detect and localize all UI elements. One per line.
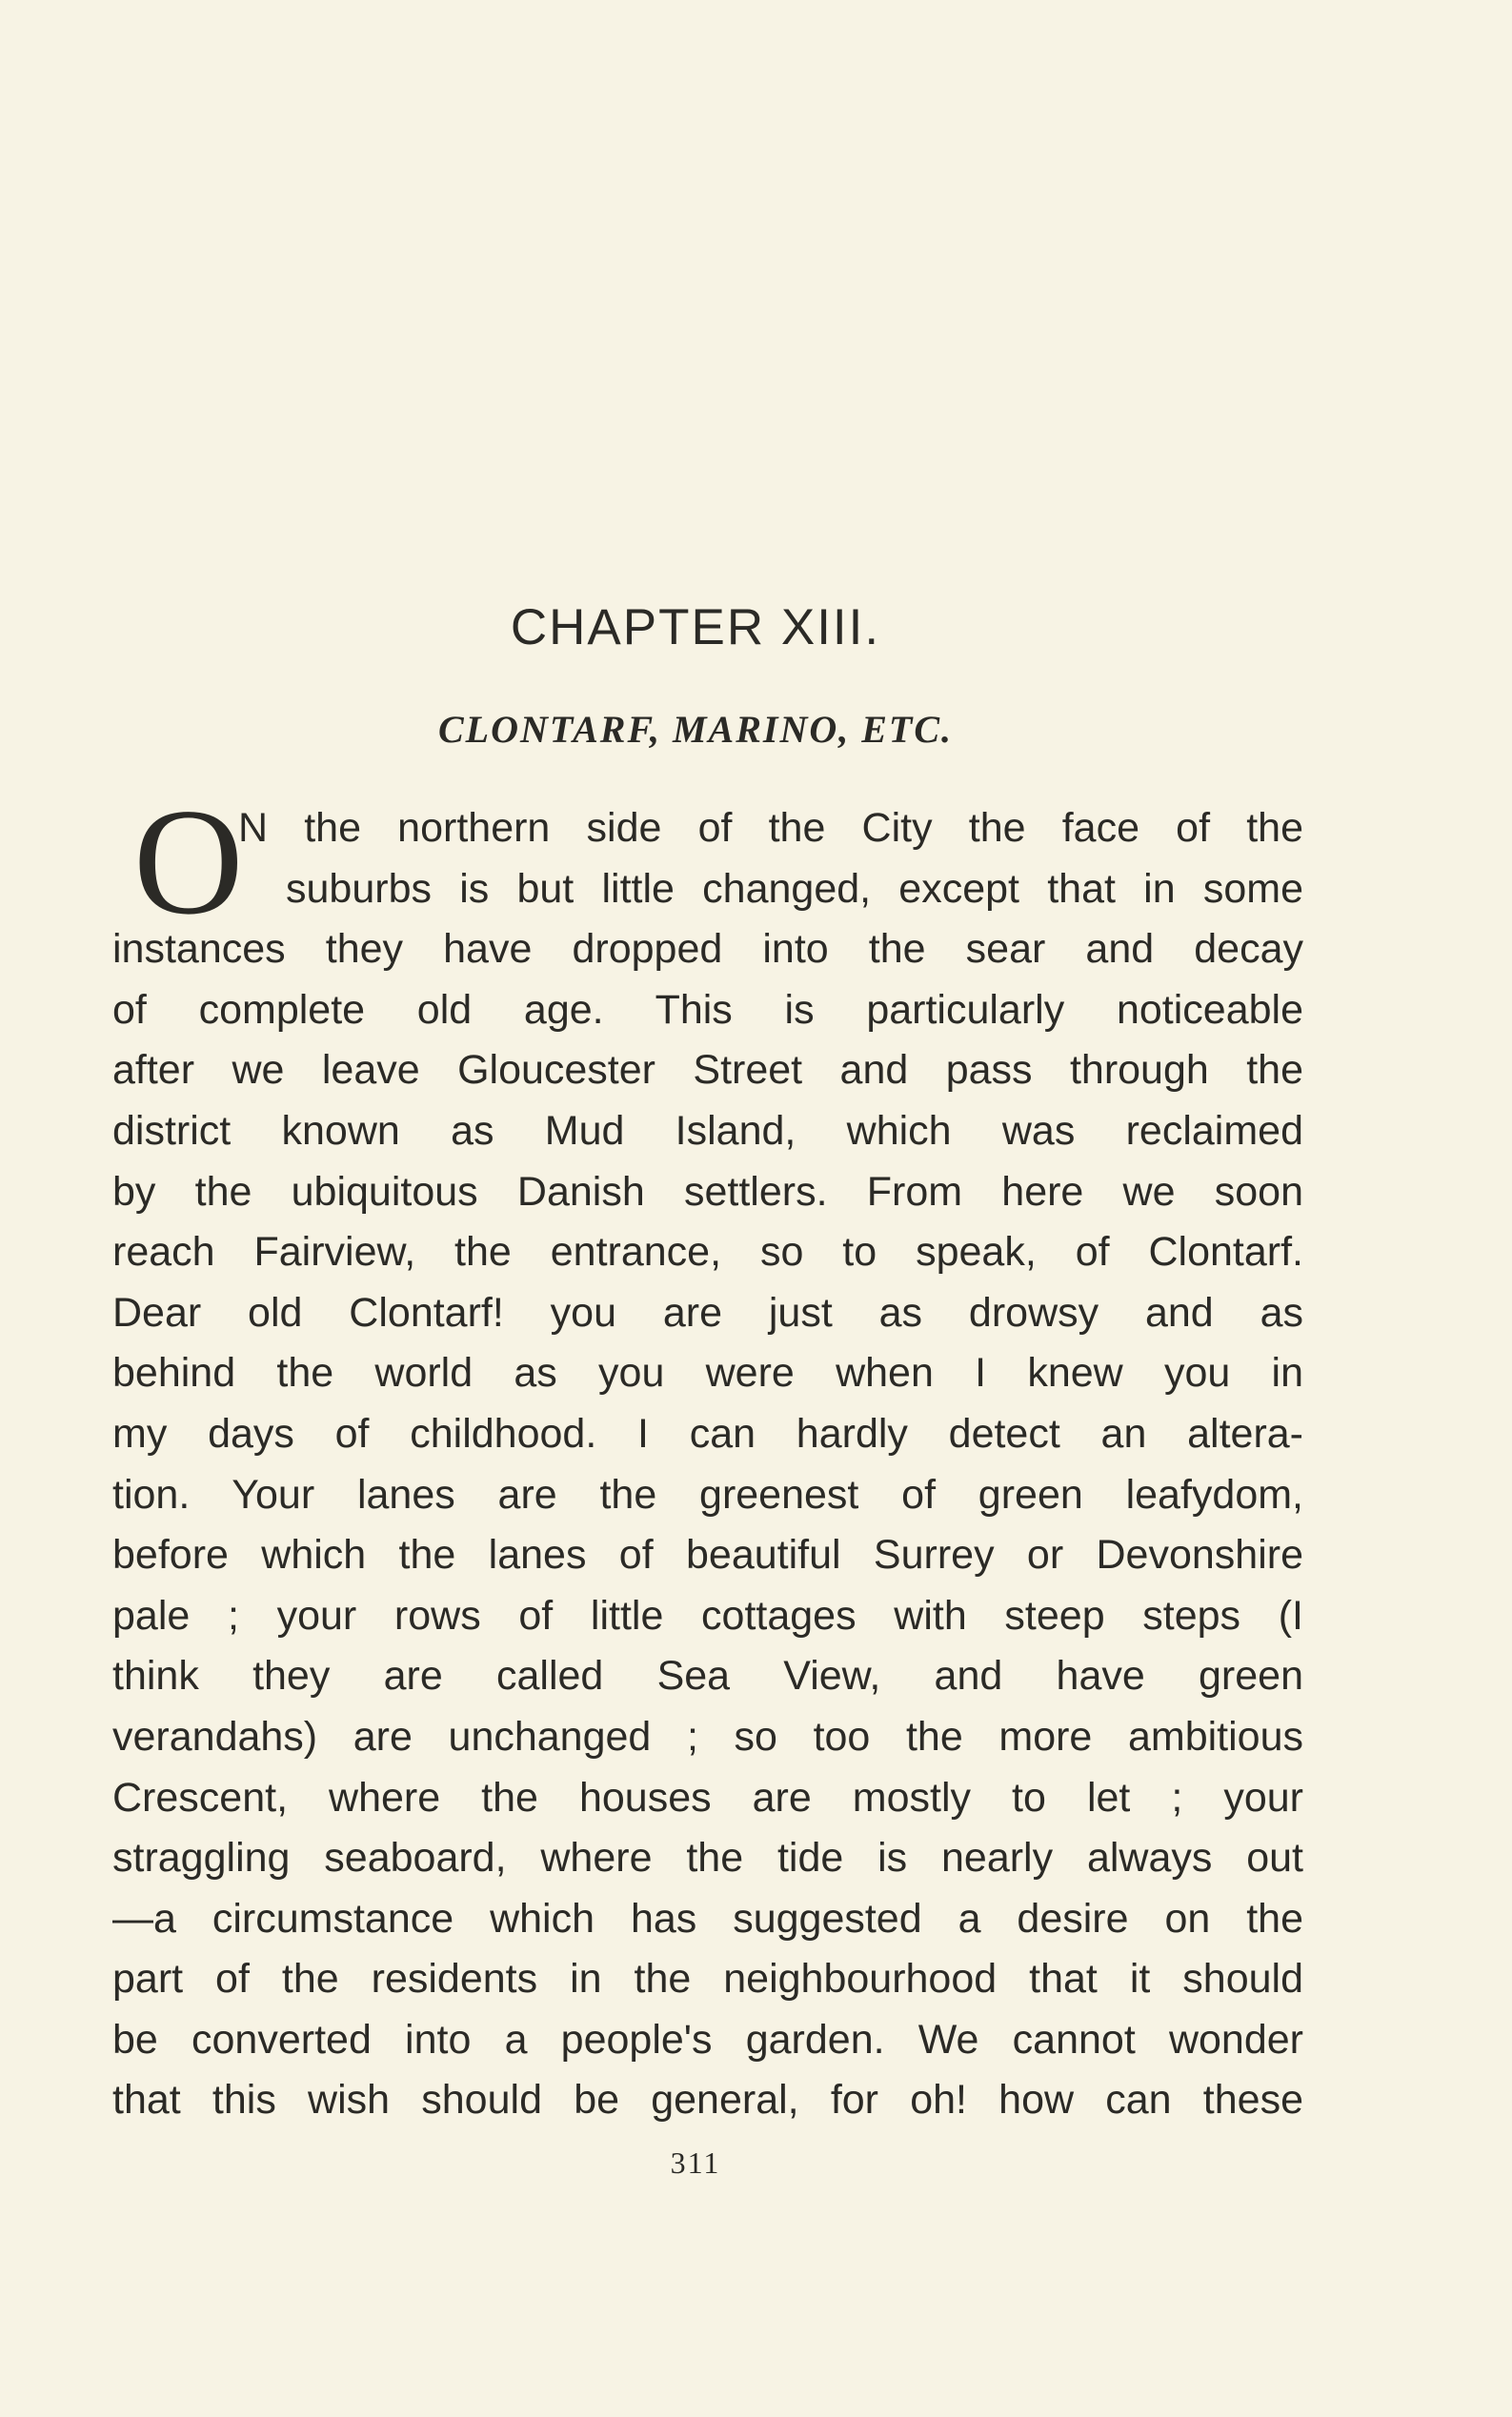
text-line: suburbs is but little changed, except that in some xyxy=(286,865,1303,912)
text-line: that this wish should be general, for oh! how can these xyxy=(112,2077,1303,2124)
text-line: verandahs) are unchanged ; so too the more ambitious xyxy=(112,1713,1303,1760)
text-line: Dear old Clontarf! you are just as drowsy and as xyxy=(112,1289,1303,1336)
text-line: part of the residents in the neighbourhood that it should xyxy=(112,1956,1303,2003)
body-paragraph xyxy=(112,798,1303,2131)
chapter-subtitle: CLONTARF, MARINO, ETC. xyxy=(437,708,954,751)
text-line: straggling seaboard, where the tide is nearly always out xyxy=(112,1835,1303,1882)
text-line: my days of childhood. I can hardly detect an altera- xyxy=(112,1410,1303,1457)
page-number: 311 xyxy=(670,2145,721,2180)
text-line: be converted into a people's garden. We cannot wonder xyxy=(112,2016,1303,2063)
text-line: after we leave Gloucester Street and pass through the xyxy=(112,1047,1303,1094)
text-line: behind the world as you were when I knew you in xyxy=(112,1350,1303,1397)
drop-cap: O xyxy=(133,776,244,946)
text-line: reach Fairview, the entrance, so to speak, of Clontarf. xyxy=(112,1229,1303,1276)
text-line: instances they have dropped into the sear and decay xyxy=(112,926,1303,973)
text-line: of complete old age. This is particularly noticeable xyxy=(112,986,1303,1033)
text-line: district known as Mud Island, which was reclaimed xyxy=(112,1107,1303,1154)
text-line: tion. Your lanes are the greenest of green leafydom, xyxy=(112,1471,1303,1518)
text-line: think they are called Sea View, and have green xyxy=(112,1653,1303,1700)
text-line: Crescent, where the houses are mostly to let ; your xyxy=(112,1774,1303,1821)
text-line: —a circumstance which has suggested a desire on the xyxy=(112,1895,1303,1942)
chapter-title: CHAPTER XIII. xyxy=(510,599,881,655)
text-line: pale ; your rows of little cottages with steep steps (I xyxy=(112,1592,1303,1639)
text-line: by the ubiquitous Danish settlers. From here we soon xyxy=(112,1168,1303,1215)
text-line: N the northern side of the City the face of the xyxy=(238,805,1303,851)
text-line: before which the lanes of beautiful Surrey or Devonshire xyxy=(112,1532,1303,1579)
